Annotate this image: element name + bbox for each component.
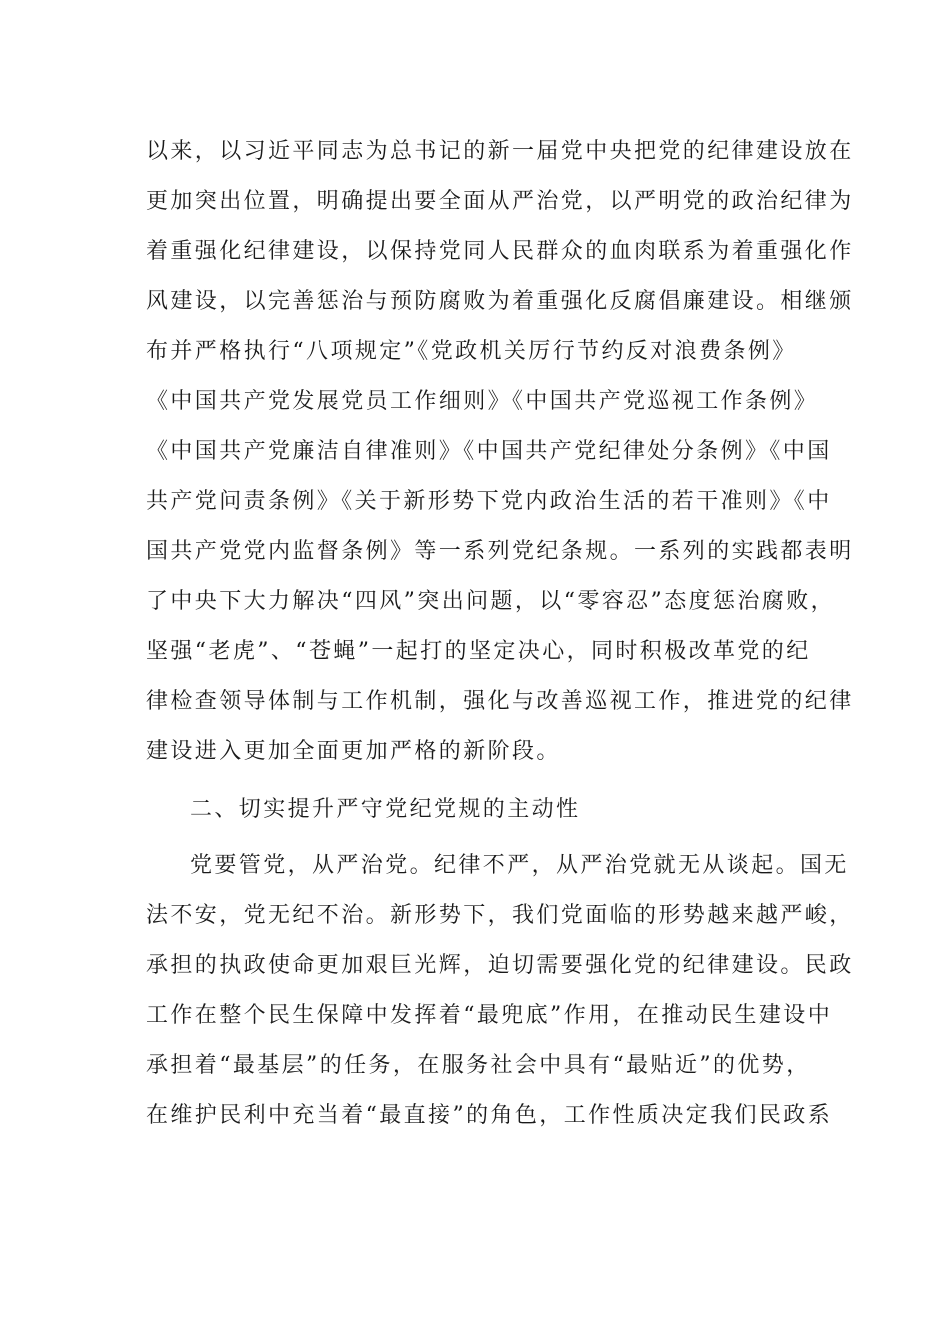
paragraph-2-line-6: 在维护民利中充当着“最直接”的角色，工作性质决定我们民政系 <box>146 1103 833 1128</box>
paragraph-1-line-1: 以来，以习近平同志为总书记的新一届党中央把党的纪律建设放在 <box>146 139 854 164</box>
paragraph-1-line-10: 了中央下大力解决“四风”突出问题，以“零容忍”态度惩治腐败， <box>146 589 835 614</box>
paragraph-1-line-4: 风建设，以完善惩治与预防腐败为着重强化反腐倡廉建设。相继颁 <box>146 289 854 314</box>
paragraph-1-line-2: 更加突出位置，明确提出要全面从严治党，以严明党的政治纪律为 <box>146 189 854 214</box>
paragraph-1-line-8: 共产党问责条例》《关于新形势下党内政治生活的若干准则》《中 <box>146 489 832 514</box>
paragraph-1-line-6: 《中国共产党发展党员工作细则》《中国共产党巡视工作条例》 <box>146 389 819 414</box>
paragraph-2-line-3: 承担的执政使命更加艰巨光辉，迫切需要强化党的纪律建设。民政 <box>146 953 854 978</box>
paragraph-1-line-7: 《中国共产党廉洁自律准则》《中国共产党纪律处分条例》《中国 <box>146 439 832 464</box>
paragraph-1-line-13: 建设进入更加全面更加严格的新阶段。 <box>146 739 561 764</box>
paragraph-1-line-11: 坚强“老虎”、“苍蝇”一起打的坚定决心，同时积极改革党的纪 <box>146 639 811 664</box>
paragraph-2-line-5: 承担着“最基层”的任务，在服务社会中具有“最贴近”的优势， <box>146 1053 811 1078</box>
paragraph-2-line-2: 法不安，党无纪不治。新形势下，我们党面临的形势越来越严峻， <box>146 903 854 928</box>
section-heading: 二、切实提升严守党纪党规的主动性 <box>190 797 581 822</box>
paragraph-2-line-1: 党要管党，从严治党。纪律不严，从严治党就无从谈起。国无 <box>190 853 849 878</box>
paragraph-2-line-4: 工作在整个民生保障中发挥着“最兜底”作用，在推动民生建设中 <box>146 1003 833 1028</box>
paragraph-1-line-12: 律检查领导体制与工作机制，强化与改善巡视工作，推进党的纪律 <box>146 689 854 714</box>
paragraph-1-line-5: 布并严格执行“八项规定”《党政机关厉行节约反对浪费条例》 <box>146 339 797 364</box>
paragraph-1-line-3: 着重强化纪律建设，以保持党同人民群众的血肉联系为着重强化作 <box>146 239 854 264</box>
paragraph-1-line-9: 国共产党党内监督条例》等一系列党纪条规。一系列的实践都表明 <box>146 539 854 564</box>
